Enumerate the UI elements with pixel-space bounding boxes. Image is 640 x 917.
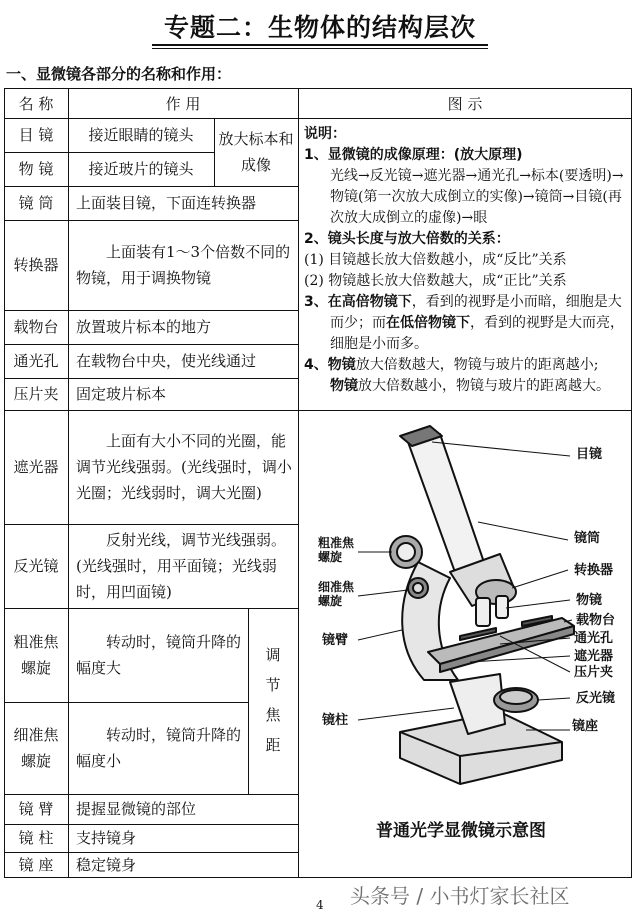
row-function: 固定玻片标本 bbox=[76, 385, 167, 403]
label-arm: 镜臂 bbox=[322, 633, 349, 648]
row-function: 上面装有1～3个倍数不同的物镜，用于调换物镜 bbox=[76, 243, 291, 287]
col-divider-lens-group bbox=[214, 118, 215, 186]
title-underline-thin bbox=[152, 48, 488, 49]
row-name: 遮光器 bbox=[13, 458, 59, 476]
label-stage: 载物台 bbox=[576, 613, 616, 628]
row-name: 反光镜 bbox=[13, 557, 59, 575]
row-function: 提握显微镜的部位 bbox=[76, 800, 197, 818]
title-underline bbox=[152, 44, 488, 46]
row-name: 物 镜 bbox=[18, 160, 54, 178]
row-function: 接近玻片的镜头 bbox=[88, 160, 194, 178]
row-function: 在载物台中央，使光线通过 bbox=[76, 352, 257, 370]
row-name: 细准焦螺旋 bbox=[13, 726, 59, 770]
note-4 bbox=[304, 355, 630, 397]
note-4-num: 4、 bbox=[304, 357, 328, 373]
label-pillar: 镜柱 bbox=[322, 713, 349, 728]
diagram-caption: 普通光学显微镜示意图 bbox=[376, 821, 546, 841]
note-4-a-term: 物镜 bbox=[327, 357, 356, 373]
label-base: 镜座 bbox=[572, 719, 599, 734]
note-1-title: 1、显微镜的成像原理：(放大原理) bbox=[304, 147, 523, 163]
row-name: 目 镜 bbox=[18, 126, 54, 144]
note-3-mid: ，看到的视野是小而暗，细胞是大而少；而 bbox=[330, 294, 622, 331]
label-objective: 物镜 bbox=[576, 593, 603, 608]
note-1-body: 光线→反光镜→遮光器→通光孔→标本(要透明)→物镜(第一次放大成倒立的实像)→镜筒→目镜(再次放大成倒立的虚像)→眼 bbox=[330, 168, 624, 226]
note-2-b: (2) 物镜越长放大倍数越大，成“正比”关系 bbox=[304, 273, 567, 289]
row-name: 粗准焦螺旋 bbox=[13, 633, 59, 677]
label-aperture: 通光孔 bbox=[574, 631, 614, 646]
col-divider-name bbox=[68, 88, 69, 878]
note-4-b-text: 放大倍数越小，物镜与玻片的距离越大。 bbox=[358, 378, 610, 394]
note-4-a-text: 放大倍数越大，物镜与玻片的距离越小; bbox=[355, 357, 599, 373]
header-name: 名 称 bbox=[18, 94, 54, 113]
note-3-low: 在低倍物镜下 bbox=[386, 315, 470, 331]
label-tube: 镜筒 bbox=[574, 531, 601, 546]
row-name: 镜 臂 bbox=[18, 800, 54, 818]
note-2-title: 2、镜头长度与放大倍数的关系： bbox=[304, 231, 510, 247]
row-name: 通光孔 bbox=[13, 352, 59, 370]
label-nosepiece: 转换器 bbox=[574, 563, 614, 578]
row-function: 稳定镜身 bbox=[76, 856, 137, 874]
row-name: 转换器 bbox=[13, 256, 59, 274]
page-number: 4 bbox=[316, 898, 324, 912]
page-title: 专题二：生物体的结构层次 bbox=[163, 13, 476, 42]
label-coarse-knob: 粗准焦螺旋 bbox=[318, 536, 355, 564]
row-function: 反射光线，调节光线强弱。(光线强时，用平面镜；光线弱时，用凹面镜) bbox=[76, 531, 287, 601]
label-eyepiece: 目镜 bbox=[576, 447, 603, 462]
row-function: 支持镜身 bbox=[76, 829, 137, 847]
row-function: 转动时，镜筒升降的幅度大 bbox=[76, 633, 242, 677]
notes-panel bbox=[304, 124, 630, 397]
focus-group-label: 调节焦距 bbox=[265, 646, 281, 754]
header-diagram: 图 示 bbox=[447, 94, 483, 113]
row-function: 上面有大小不同的光圈，能调节光线强弱。(光线强时，调小光圈；光线弱时，调大光圈) bbox=[76, 432, 292, 502]
row-name: 压片夹 bbox=[13, 385, 59, 403]
note-3-high: 高倍物镜下 bbox=[341, 294, 412, 310]
row-name: 镜 座 bbox=[18, 856, 54, 874]
label-clip: 压片夹 bbox=[574, 665, 614, 680]
row-name: 镜 柱 bbox=[18, 829, 54, 847]
col-divider-diagram bbox=[298, 88, 299, 878]
row-function: 上面装目镜，下面连转换器 bbox=[76, 194, 257, 212]
note-3 bbox=[304, 292, 630, 355]
label-mirror: 反光镜 bbox=[576, 691, 616, 706]
notes-heading: 说明： bbox=[304, 126, 346, 142]
note-3-pre: 3、在 bbox=[304, 294, 342, 310]
lens-group-label: 放大标本和成像 bbox=[218, 130, 294, 174]
note-4-b-term: 物镜 bbox=[330, 378, 358, 394]
label-diaphragm: 遮光器 bbox=[574, 649, 614, 664]
row-function: 接近眼睛的镜头 bbox=[88, 126, 194, 144]
row-function: 放置玻片标本的地方 bbox=[76, 318, 212, 336]
section-heading: 一、显微镜各部分的名称和作用： bbox=[6, 65, 232, 83]
header-function: 作 用 bbox=[165, 94, 201, 113]
label-fine-knob: 细准焦螺旋 bbox=[318, 580, 355, 608]
note-3-end: ，看到的视野是大而亮，细胞是小而多。 bbox=[330, 315, 624, 352]
col-divider-focus-group bbox=[248, 608, 249, 794]
watermark: 头条号 / 小书灯家长社区 bbox=[350, 884, 570, 908]
row-function: 转动时，镜筒升降的幅度小 bbox=[76, 726, 242, 770]
note-2-a: (1) 目镜越长放大倍数越小，成“反比”关系 bbox=[304, 252, 567, 268]
row-name: 载物台 bbox=[13, 318, 59, 336]
row-name: 镜 筒 bbox=[18, 194, 54, 212]
